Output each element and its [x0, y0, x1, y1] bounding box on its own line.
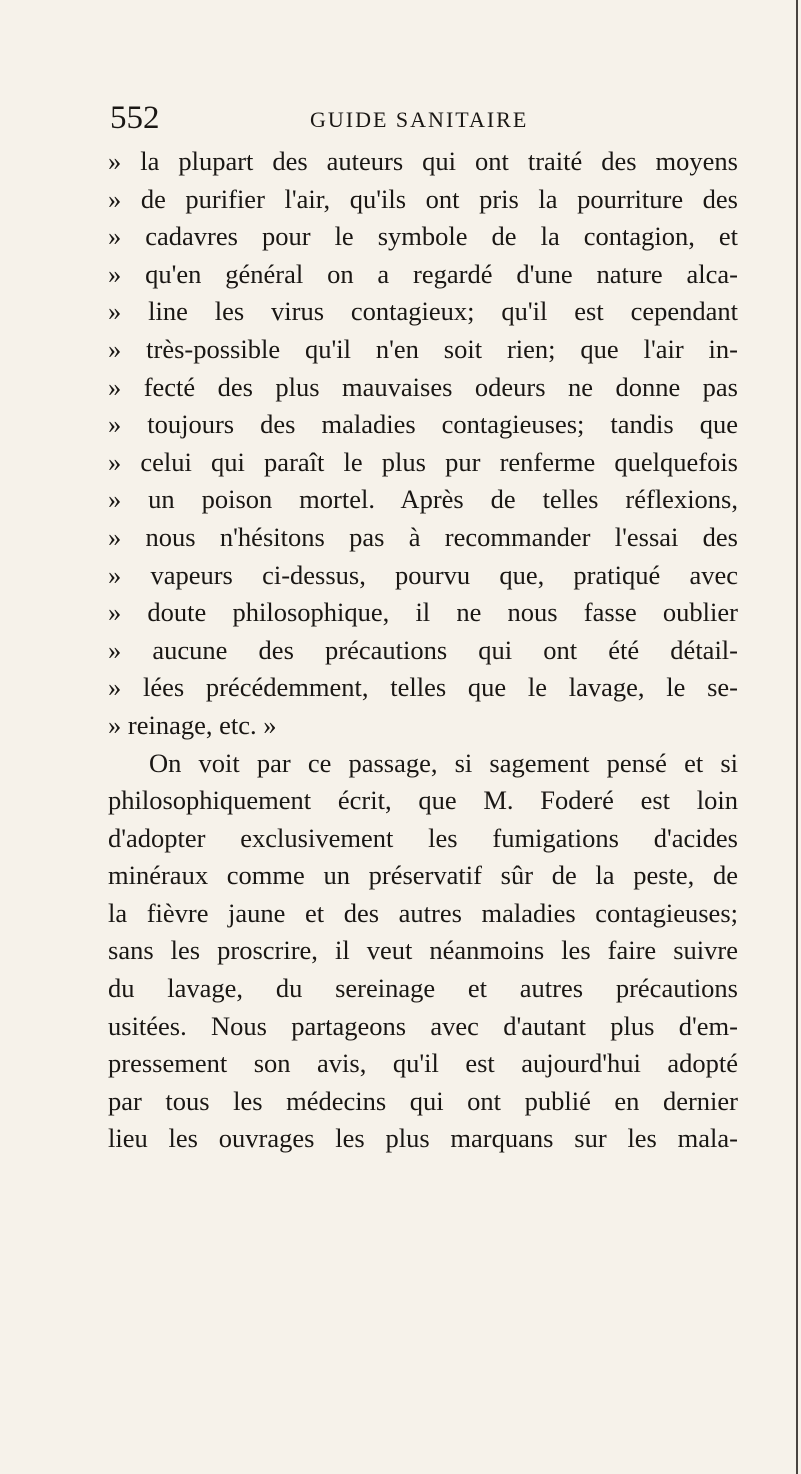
text-line: » vapeurs ci-dessus, pourvu que, pratiqué avec	[108, 559, 738, 590]
text-line: » de purifier l'air, qu'ils ont pris la pourriture des	[108, 183, 738, 214]
text-line: » fecté des plus mauvaises odeurs ne donne pas	[108, 371, 738, 402]
text-line: » très-possible qu'il n'en soit rien; que l'air in-	[108, 333, 738, 364]
text-line: minéraux comme un préservatif sûr de la peste, de	[108, 860, 738, 891]
text-line: usitées. Nous partageons avec d'autant plus d'em-	[108, 1010, 738, 1041]
text-line: » reinage, etc. »	[108, 709, 277, 740]
text-line: philosophiquement écrit, que M. Foderé est loin	[108, 785, 738, 816]
page-header	[110, 98, 740, 138]
text-line: du lavage, du sereinage et autres précautions	[108, 973, 738, 1004]
page-number: 552	[110, 100, 160, 136]
text-line: » lées précédemment, telles que le lavage, le se-	[108, 672, 738, 703]
text-line: On voit par ce passage, si sagement pensé et si	[149, 747, 738, 778]
running-head: GUIDE SANITAIRE	[310, 107, 529, 132]
text-line: » un poison mortel. Après de telles réflexions,	[108, 484, 738, 515]
body-text	[108, 143, 738, 1158]
text-line: » aucune des précautions qui ont été détail-	[108, 634, 738, 665]
text-line: sans les proscrire, il veut néanmoins les faire suivre	[108, 935, 738, 966]
text-line: lieu les ouvrages les plus marquans sur les mala-	[108, 1123, 738, 1154]
page-edge-line	[796, 0, 798, 1474]
text-line: » cadavres pour le symbole de la contagion, et	[108, 221, 738, 252]
text-line: d'adopter exclusivement les fumigations d'acides	[108, 822, 738, 853]
text-line: » qu'en général on a regardé d'une nature alca-	[108, 258, 738, 289]
text-line: » line les virus contagieux; qu'il est cependant	[108, 296, 738, 327]
text-line: par tous les médecins qui ont publié en dernier	[108, 1085, 738, 1116]
text-line: » nous n'hésitons pas à recommander l'essai des	[108, 521, 738, 552]
text-line: » doute philosophique, il ne nous fasse oublier	[108, 597, 738, 628]
text-line: » celui qui paraît le plus pur renferme quelquefois	[108, 446, 738, 477]
text-line: pressement son avis, qu'il est aujourd'hui adopté	[108, 1048, 738, 1079]
text-line: » la plupart des auteurs qui ont traité des moyens	[108, 146, 738, 176]
text-line: » toujours des maladies contagieuses; tandis que	[108, 409, 738, 440]
text-line: la fièvre jaune et des autres maladies contagieuses;	[108, 897, 738, 928]
